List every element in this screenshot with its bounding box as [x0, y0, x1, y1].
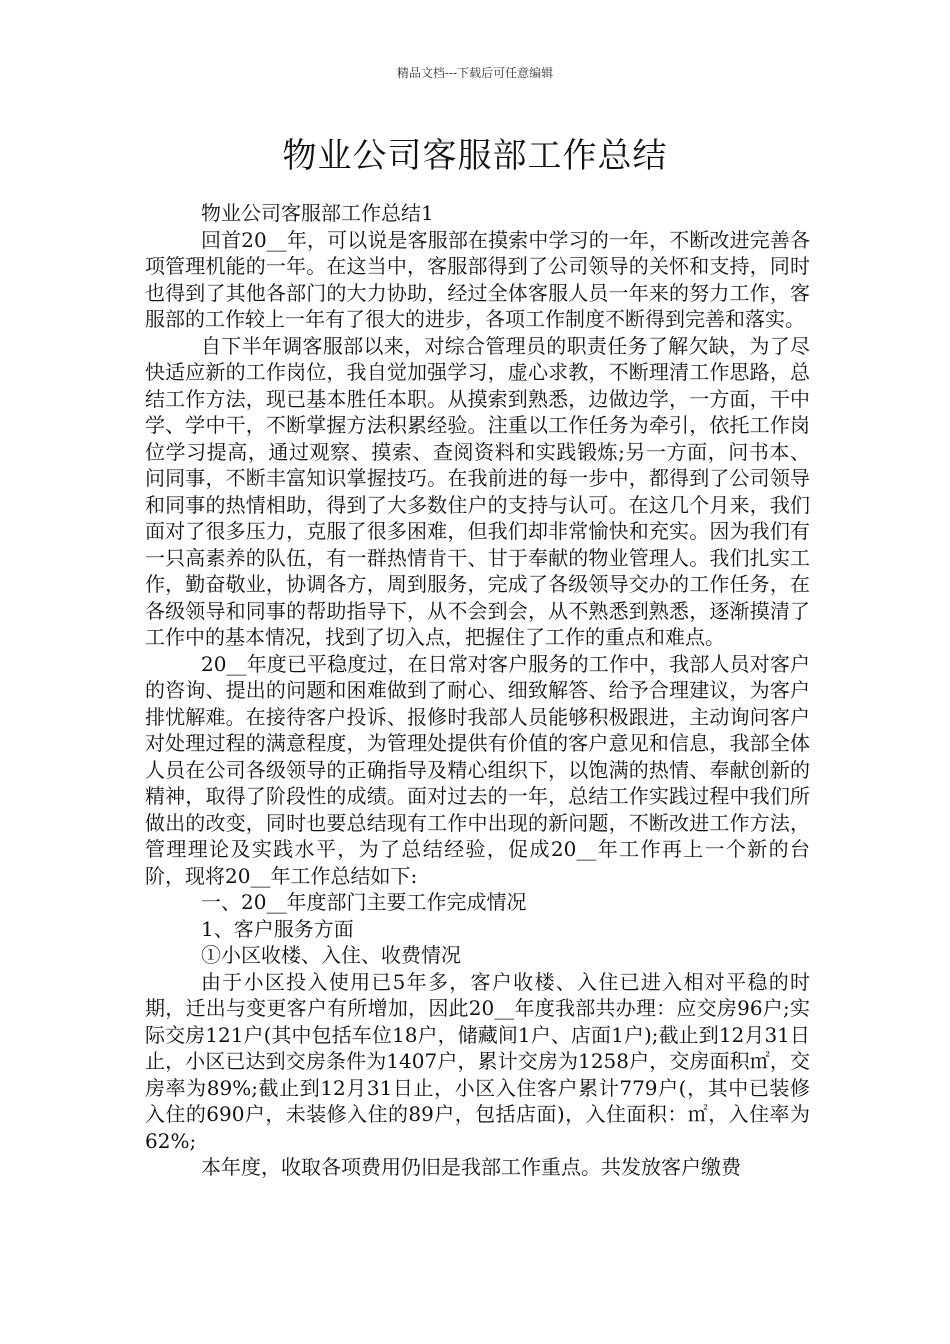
document-title: 物业公司客服部工作总结 [282, 136, 668, 176]
heading-section-1: 一、20__年度部门主要工作完成情况 [201, 890, 527, 914]
heading-customer-service: 1、客户服务方面 [201, 916, 354, 941]
paragraph-4: 由于小区投入使用已5年多，客户收楼、入住已进入相对平稳的时期，迁出与变更客户有所增加，因此20__年度我部共办理：应交房96户;实际交房121户(其中包括车位18户，储藏间1户、店面1户);截止到12月31日止，小区已达到交房条件为1407户，累计交房为1258户，交房面积㎡，交房率为89%;截止到12月31日止，小区入住客户累计779户(，其中已装修入住的690户，未装修入住的89户，包括店面)，入住面积：㎡，入住率为62%; [145, 969, 810, 1153]
document-body [145, 200, 810, 1181]
paragraph-2: 自下半年调客服部以来，对综合管理员的职责任务了解欠缺，为了尽快适应新的工作岗位，我自觉加强学习，虚心求教，不断理清工作思路，总结工作方法，现已基本胜任本职。从摸索到熟悉，边做边学，一方面，干中学、学中干，不断掌握方法积累经验。注重以工作任务为牵引，依托工作岗位学习提高，通过观察、摸索、查阅资料和实践锻炼;另一方面，问书本、问同事，不断丰富知识掌握技巧。在我前进的每一步中，都得到了公司领导和同事的热情相助，得到了大多数住户的支持与认可。在这几个月来，我们面对了很多压力，克服了很多困难，但我们却非常愉快和充实。因为我们有一只高素养的队伍，有一群热情肯干、甘于奉献的物业管理人。我们扎实工作，勤奋敬业，协调各方，周到服务，完成了各级领导交办的工作任务，在各级领导和同事的帮助指导下，从不会到会，从不熟悉到熟悉，逐渐摸清了工作中的基本情况，找到了切入点，把握住了工作的重点和难点。 [145, 333, 810, 649]
heading-move-in-fees: ①小区收楼、入住、收费情况 [201, 943, 461, 967]
page-header: 精品文档---下载后可任意编辑 [396, 66, 554, 80]
paragraph-1: 回首20__年，可以说是客服部在摸索中学习的一年，不断改进完善各项管理机能的一年。在这当中，客服部得到了公司领导的关怀和支持，同时也得到了其他各部门的大力协助，经过全体客服人员一年来的努力工作，客服部的工作较上一年有了很大的进步，各项工作制度不断得到完善和落实。 [145, 227, 810, 331]
section-subtitle: 物业公司客服部工作总结1 [201, 201, 434, 225]
paragraph-3: 20__年度已平稳度过，在日常对客户服务的工作中，我部人员对客户的咨询、提出的问题和困难做到了耐心、细致解答、给予合理建议，为客户排忧解难。在接待客户投诉、报修时我部人员能够积极跟进，主动询问客户对处理过程的满意程度，为管理处提供有价值的客户意见和信息，我部全体人员在公司各级领导的正确指导及精心组织下，以饱满的热情、奉献创新的精神，取得了阶段性的成绩。面对过去的一年，总结工作实践过程中我们所做出的改变，同时也要总结现有工作中出现的新问题，不断改进工作方法，管理理论及实践水平，为了总结经验，促成20__年工作再上一个新的台阶，现将20__年工作总结如下: [145, 651, 810, 888]
paragraph-5: 本年度，收取各项费用仍旧是我部工作重点。共发放客户缴费 [201, 1155, 741, 1179]
